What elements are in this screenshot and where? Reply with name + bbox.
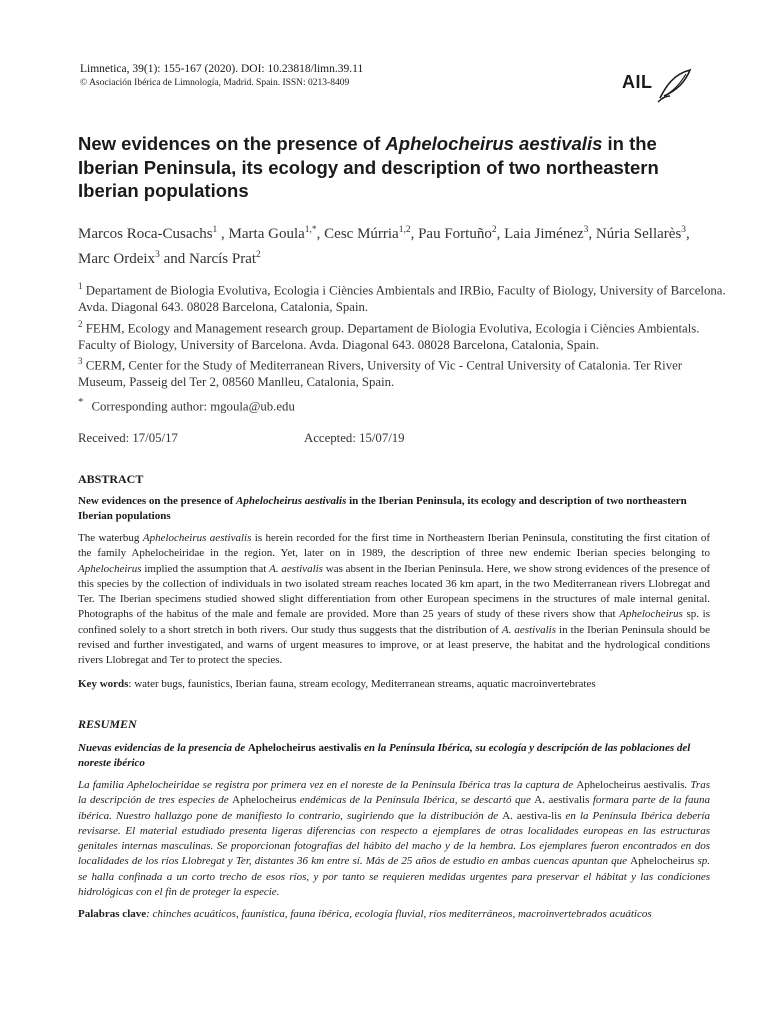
journal-citation <box>80 62 363 90</box>
leaf-swirl-icon <box>656 66 694 106</box>
author: Pau Fortuño$^2$, <box>418 225 505 242</box>
resumen-body: La familia Aphelocheiridae se registra por primera vez en el noreste de la Península Ibérica tras la captura de Aphelocheirus aestivalis. Tras la descripción de tres especies de Aphelocheirus endémicas de la Península Ibérica, se descartó que A. aestivalis formara parte de la fauna ibérica. Nuestro hallazgo pone de manifiesto lo contrario, sugiriendo que la distribución de A. aestiva-lis en la Península Ibérica debería revisarse. El material estudiado presenta ligeras diferencias con respecto a ejemplares de otras localidades europeas en las estructuras genitales internas masculinas. Se proporcionan fotografías del hábito del macho y de la hembra. Los ejemplares fueron encontrados en dos localidades de los ríos Llobregat y Ter, distantes 36 km entre sí. Más de 25 años de estudio en ambas cuencas apuntan que Aphelocheirus sp. se halla confinada a un corto trecho de esos ríos, y por tanto se requieren medidas urgentes para preservar el hábitat y las condiciones hidrológicas con el fin de proteger la especie. <box>78 779 710 899</box>
palabras-clave <box>78 907 710 922</box>
abstract-heading: ABSTRACT <box>78 472 144 486</box>
keywords-label: Key words <box>78 678 129 690</box>
received-date: Received: 17/05/17 <box>78 431 178 445</box>
affiliation-item: $^2$ FEHM, Ecology and Management research group. Departament de Biologia Evolutiva, Ecologia i Ciències Ambientals. Faculty of Biology, University of Barcelona. Avda. Diagonal 643. 08028 Barcelona, Catalonia, Spain. <box>78 318 700 352</box>
ail-logo <box>622 66 694 106</box>
affiliation-item: $^3$ CERM, Center for the Study of Mediterranean Rivers, University of Vic - Central University of Catalonia. Ter River Museum, Passeig del Ter 2, 08560 Manlleu, Catalonia, Spain. <box>78 356 683 390</box>
author: Núria Sellarès$^3$, <box>595 225 690 242</box>
citation-line-2: © Asociación Ibérica de Limnología, Madrid. Spain. ISSN: 0213-8409 <box>80 78 350 88</box>
accepted-date: Accepted: 15/07/19 <box>304 431 405 445</box>
affiliations <box>78 278 728 391</box>
author: Laia Jiménez$^3$, <box>504 225 596 242</box>
author: Marta Goula$^{1,*}$, <box>228 225 325 242</box>
palabras-clave-text: : chinches acuáticos, faunística, fauna ibérica, ecología fluvial, ríos mediterráneos, macroinvertebrados acuáticos <box>146 908 652 920</box>
logo-text: AIL <box>622 72 653 92</box>
abstract-body: The waterbug Aphelocheirus aestivalis is herein recorded for the first time in Northeastern Iberian Peninsula, constituting the first citation of the family Aphelocheiridae in the region. Yet, later on in 1989, the description of three new endemic Iberian species belonging to Aphelocheirus implied the assumption that A. aestivalis was absent in the Iberian Peninsula. Here, we show strong evidences of the presence of this species by the collection of individuals in two isolated stream reaches located 36 km apart, in the two Mediterranean rivers Llobregat and Ter. The Iberian specimens studied showed slight differentiation from other European specimens in the structures of male internal genital. Photographs of the habitus of the male and female are provided. More than 25 years of study of these rivers show that Aphelocheirus sp. is confined solely to a short stretch in both rivers. Our study thus suggests that the distribution of A. aestivalis in the Iberian Peninsula should be revised and further investigated, and warns of urgent measures to improve, or at least preserve, the habitat and the hydrological conditions rivers Llobregat and Ter to protect the species. <box>78 532 711 667</box>
author: Cesc Múrria$^{1,2}$, <box>324 225 419 242</box>
affiliation-item: $^1$ Departament de Biologia Evolutiva, Ecologia i Ciències Ambientals and IRBio, Faculty of Biology, University of Barcelona. Avda. Diagonal 643. 08028 Barcelona, Catalonia, Spain. <box>78 281 726 314</box>
paper-title <box>78 132 698 203</box>
corresponding-author <box>78 396 295 414</box>
title-text-1: New evidences on the presence of <box>78 133 386 154</box>
title-text-2: in the Iberian Peninsula, its ecology and description of two northeastern Iberian populations <box>78 133 659 201</box>
author: Marcos Roca-Cusachs$^1$ , <box>78 225 229 242</box>
palabras-clave-label: Palabras clave <box>78 908 147 920</box>
title-species: Aphelocheirus aestivalis <box>385 133 603 154</box>
resumen-heading: RESUMEN <box>78 717 137 731</box>
author: Marc Ordeix$^3$ and <box>78 250 189 267</box>
corresponding-author-text: Corresponding author: mgoula@ub.edu <box>91 399 295 414</box>
keywords <box>78 677 710 692</box>
resumen-title: Nuevas evidencias de la presencia de Aphelocheirus aestivalis en la Península Ibérica, su ecología y descripción de las poblaciones del noreste ibérico <box>78 742 691 769</box>
author-list <box>78 220 718 270</box>
citation-line-1: Limnetica, 39(1): 155-167 (2020). DOI: 10.23818/limn.39.11 <box>80 63 364 75</box>
keywords-text: : water bugs, faunistics, Iberian fauna, stream ecology, Mediterranean streams, aquatic macroinvertebrates <box>128 678 596 690</box>
author: Narcís Prat$^2$ <box>188 250 261 267</box>
asterisk-mark: * <box>78 396 84 408</box>
abstract-title: New evidences on the presence of Aphelocheirus aestivalis in the Iberian Peninsula, its ecology and description of two northeastern Iberian populations <box>78 495 687 522</box>
